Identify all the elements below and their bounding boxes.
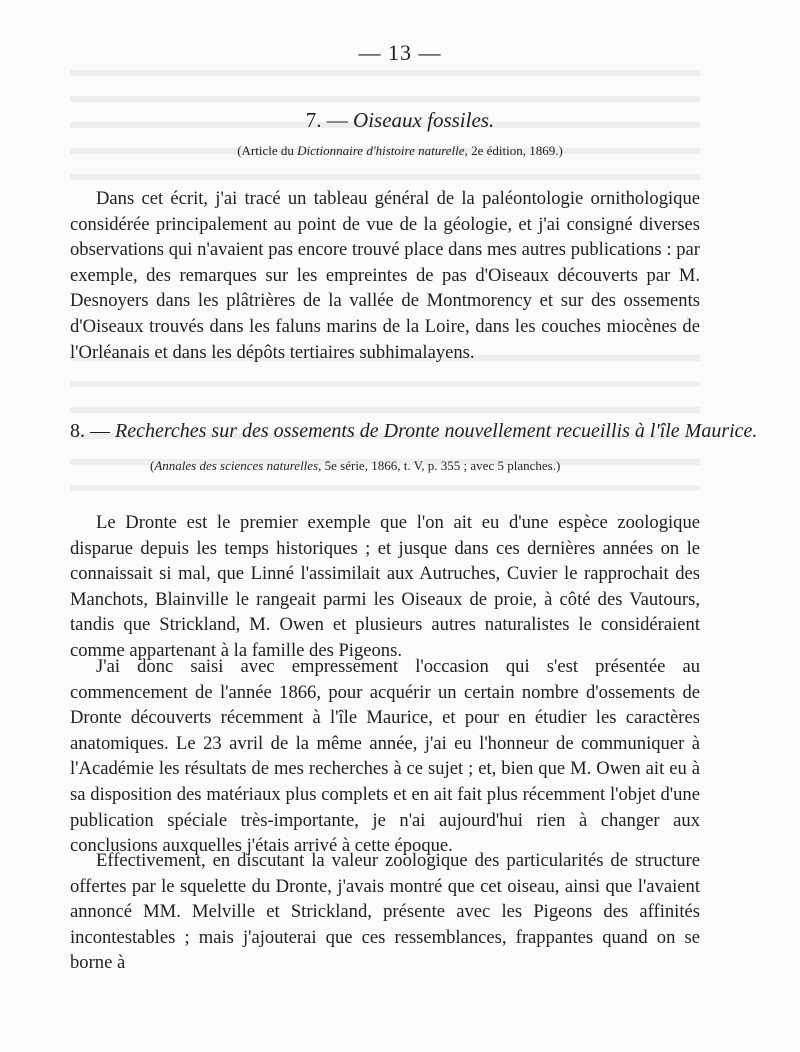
section-7-source-title: Dictionnaire d'histoire naturelle,: [297, 143, 468, 158]
section-7-number: 7. —: [305, 108, 348, 132]
section-8-source-suffix: 5e série, 1866, t. V, p. 355 ; avec 5 planches.): [324, 458, 561, 473]
section-7-source-prefix: (Article du: [237, 143, 294, 158]
page-number: — 13 —: [358, 40, 442, 65]
section-8-source-prefix: (: [150, 458, 155, 473]
section-8-number: 8. —: [70, 420, 110, 442]
section-8-paragraph-2: J'ai donc saisi avec empressement l'occasion qui s'est présentée au commencement de l'année 1866, pour acquérir un certain nombre d'ossements de Dronte découverts récemment à l'île Maurice, et pour en étudier les caractères anatomiques. Le 23 avril de la même année, j'ai eu l'honneur de communiquer à l'Académie les résultats de mes recherches à ce sujet ; et, bien que M. Owen ait eu à sa disposition des matériaux plus complets et en ait fait plus récemment l'objet d'une publication spéciale très-importante, je n'ai aujourd'hui rien à changer aux conclusions auxquelles j'étais arrivé à cette époque.: [70, 656, 700, 857]
section-8-source-title: Annales des sciences naturelles,: [154, 458, 322, 473]
section-8-title: Recherches sur des ossements de Dronte nouvellement recueillis à l'île Maurice.: [115, 420, 758, 442]
section-8-heading: [70, 420, 758, 443]
section-7-heading: [0, 108, 800, 133]
section-7-title: Oiseaux fossiles.: [353, 108, 495, 132]
section-7-paragraph: Dans cet écrit, j'ai tracé un tableau général de la paléontologie ornithologique considérée principalement au point de vue de la géologie, et j'ai consigné diverses observations qui n'avaient pas encore trouvé place dans mes autres publications : par exemple, des remarques sur les empreintes de pas d'Oiseaux découverts par M. Desnoyers dans les plâtrières de la vallée de Montmorency et sur des ossements d'Oiseaux trouvés dans les faluns marins de la Loire, dans les couches miocènes de l'Orléanais et dans les dépôts tertiaires subhimalayens.: [70, 188, 700, 363]
section-7-source: [0, 143, 800, 159]
section-7-source-suffix: 2e édition, 1869.): [471, 143, 563, 158]
section-8-source: [150, 458, 750, 474]
section-8-paragraph-3: Effectivement, en discutant la valeur zoologique des particularités de structure offertes par le squelette du Dronte, j'avais montré que cet oiseau, ainsi que l'avaient annoncé MM. Melville et Strickland, présente avec les Pigeons des affinités incontestables ; mais j'ajouterai que ces ressemblances, frappantes quand on se borne à: [70, 850, 700, 974]
section-8-paragraph-1: Le Dronte est le premier exemple que l'on ait eu d'une espèce zoologique disparue depuis les temps historiques ; et jusque dans ces dernières années on le connaissait si mal, que Linné l'assimilait aux Autruches, Cuvier le rapprochait des Manchots, Blainville le rangeait parmi les Oiseaux de proie, à côté des Vautours, tandis que Strickland, M. Owen et plusieurs autres naturalistes le considéraient comme appartenant à la famille des Pigeons.: [70, 512, 700, 661]
